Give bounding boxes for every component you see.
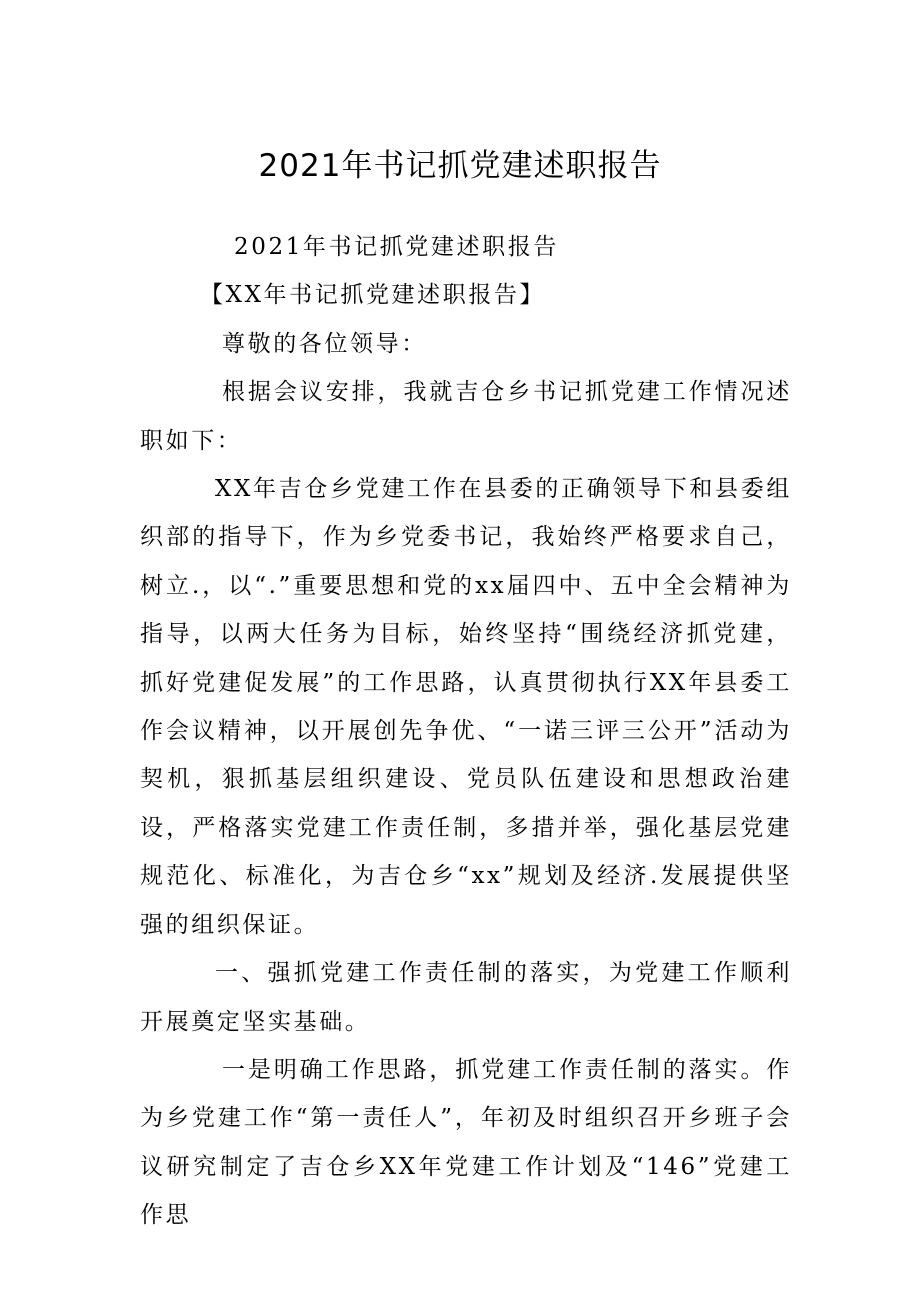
salutation-paragraph: 尊敬的各位领导： bbox=[222, 330, 427, 357]
section-heading-paragraph: 一、强抓党建工作责任制的落实，为党建工作顺利开展奠定坚实基础。 bbox=[140, 960, 792, 1035]
intro-paragraph: 根据会议安排，我就吉仓乡书记抓党建工作情况述职如下： bbox=[140, 379, 792, 454]
bracketed-title-paragraph: 【XX年书记抓党建述职报告】 bbox=[200, 282, 546, 309]
overview-paragraph: XX年吉仓乡党建工作在县委的正确领导下和县委组织部的指导下，作为乡党委书记，我始终严格要求自己，树立.，以“.”重要思想和党的xx届四中、五中全会精神为指导，以两大任务为目标，始终坚持“围绕经济抓党建，抓好党建促发展”的工作思路，认真贯彻执行XX年县委工作会议精神，以开展创先争优、“一诺三评三公开”活动为契机，狠抓基层组织建设、党员队伍建设和思想政治建设，严格落实党建工作责任制，多措并举，强化基层党建规范化、标准化，为吉仓乡“xx”规划及经济.发展提供坚强的组织保证。 bbox=[140, 476, 792, 938]
document-title: 2021年书记抓党建述职报告 bbox=[258, 148, 662, 184]
document-body bbox=[140, 223, 792, 1240]
point-one-paragraph: 一是明确工作思路，抓党建工作责任制的落实。作为乡党建工作“第一责任人”，年初及时组织召开乡班子会议研究制定了吉仓乡XX年党建工作计划及“146”党建工作思 bbox=[140, 1056, 792, 1229]
subtitle-paragraph: 2021年书记抓党建述职报告 bbox=[234, 234, 559, 260]
